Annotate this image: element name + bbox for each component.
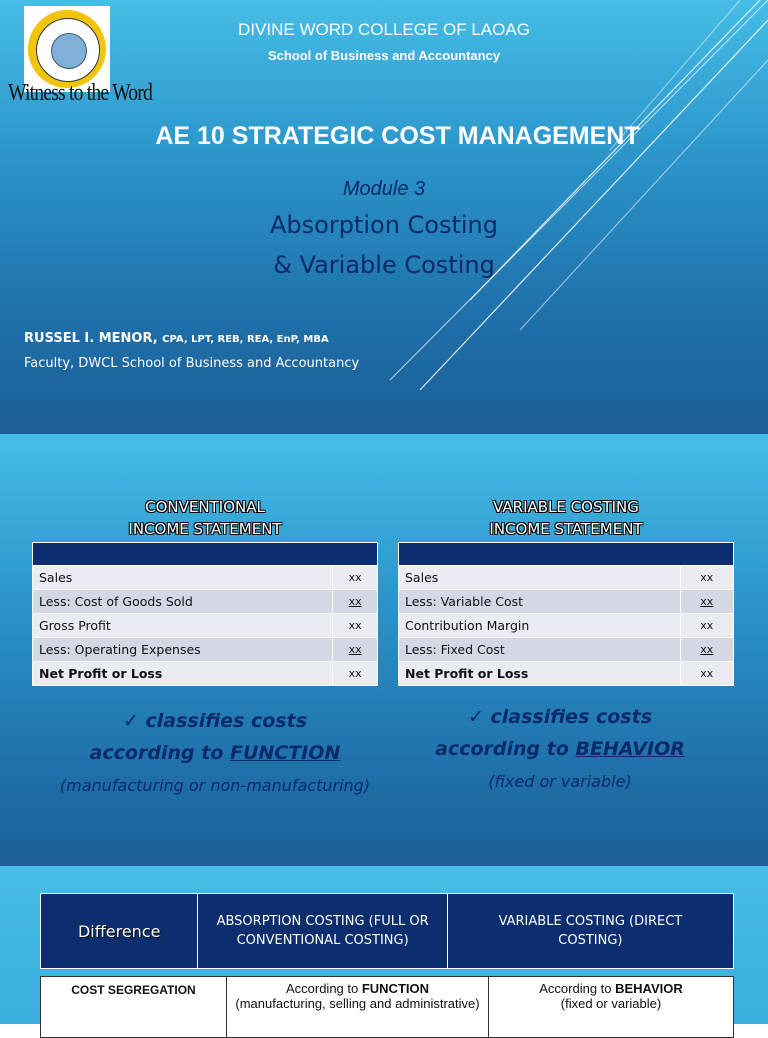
slide-title-line1: Absorption Costing (269, 211, 498, 239)
author-credentials: CPA, LPT, REB, REA, EnP, MBA (162, 334, 329, 345)
module-label: Module 3 (342, 178, 426, 200)
header-difference: Difference (41, 894, 198, 968)
income-statement-slide (0, 434, 768, 866)
slide-title-line2: & Variable Costing (273, 251, 495, 279)
variable-cell: According to BEHAVIOR (fixed or variable) (539, 981, 683, 1011)
table-row: Less: Cost of Goods Sold xx (33, 590, 378, 614)
absorption-cell: According to FUNCTION (manufacturing, selling and administrative) (227, 977, 489, 1037)
author (24, 331, 329, 346)
faculty-line: Faculty, DWCL School of Business and Accountancy (24, 356, 360, 371)
variable-heading: VARIABLE COSTING INCOME STATEMENT (489, 498, 643, 538)
college-name: DIVINE WORD COLLEGE OF LAOAG (238, 20, 530, 39)
right-classifies-text: ✓ classifies costs (467, 706, 653, 728)
table-row (40, 976, 734, 1038)
right-paren-text: (fixed or variable) (488, 772, 632, 791)
variable-income-table (398, 542, 734, 686)
table-row: Contribution Margin xx (399, 614, 734, 638)
table-row: Less: Fixed Cost xx (399, 638, 734, 662)
table-row: Sales xx (399, 566, 734, 590)
difference-table-header (40, 893, 734, 969)
header-absorption: ABSORPTION COSTING (FULL OR CONVENTIONAL COSTING) (198, 894, 447, 968)
table-row: Gross Profit xx (33, 614, 378, 638)
left-classifies-text: ✓ classifies costs (122, 710, 308, 732)
author-name: RUSSEL I. MENOR, (24, 331, 158, 346)
left-paren-text: (manufacturing or non-manufacturing) (59, 776, 371, 795)
table-row: Net Profit or Loss xx (33, 662, 378, 686)
left-according-text: according to FUNCTION (89, 742, 341, 764)
table-row: Less: Operating Expenses xx (33, 638, 378, 662)
table-row: Net Profit or Loss xx (399, 662, 734, 686)
course-title: AE 10 STRATEGIC COST MANAGEMENT (155, 122, 640, 150)
header-variable: VARIABLE COSTING (DIRECT COSTING) (498, 914, 683, 948)
conventional-income-table (32, 542, 378, 686)
conventional-heading: CONVENTIONAL INCOME STATEMENT (128, 498, 282, 538)
right-according-text: according to BEHAVIOR (435, 738, 685, 760)
school-name: School of Business and Accountancy (267, 48, 501, 63)
title-slide (0, 0, 768, 434)
table-row: Less: Variable Cost xx (399, 590, 734, 614)
table-row: Sales xx (33, 566, 378, 590)
motto: Witness to the Word (8, 80, 153, 106)
row-label: COST SEGREGATION (41, 977, 227, 1037)
